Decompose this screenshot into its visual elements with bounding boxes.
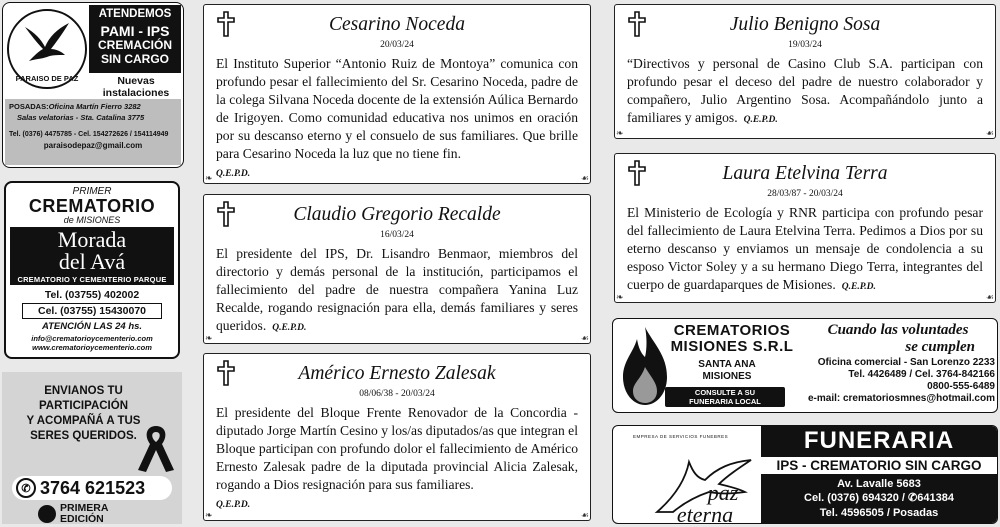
- obituary-date: 08/06/38 - 20/03/24: [359, 389, 435, 399]
- cma-tel: Tel. (03755) 402002: [44, 288, 140, 301]
- obituary-date: 28/03/87 - 20/03/24: [767, 189, 843, 199]
- cms-slogan-line1: Cuando las voluntades: [827, 322, 969, 338]
- fpe-logo-word: [657, 482, 753, 524]
- obituary-name: Américo Ernesto Zalesak: [298, 363, 496, 384]
- paraiso-tel: Tel. (0376) 4475785 - Cel. 154272626 / 154114949: [9, 130, 169, 138]
- cma-web: www.crematorioycementerio.com: [32, 343, 152, 353]
- pe-phone: [12, 476, 172, 500]
- cms-title-line1: CREMATORIOS: [673, 322, 791, 339]
- cms-office: [783, 357, 995, 405]
- pe-msg-line3: Y ACOMPAÑÁ A TUS: [26, 414, 141, 427]
- ornament-icon: ☙: [580, 333, 589, 343]
- cross-icon: [216, 11, 236, 37]
- paraiso-contact-box: [5, 99, 181, 165]
- fpe-tel: Tel. 4596505 / Posadas: [819, 506, 939, 519]
- obituary-card: [203, 353, 591, 521]
- paraiso-line1: PAMI - IPS: [100, 23, 170, 40]
- pe-msg-line4: SERES QUERIDOS.: [30, 429, 137, 442]
- ad-crematorios-misiones: [612, 318, 998, 413]
- cross-icon: [216, 360, 236, 386]
- ornament-icon: ☙: [580, 173, 589, 183]
- cma-name-line1: Morada: [57, 227, 127, 252]
- obituary-text: [615, 50, 995, 127]
- cms-slogan-line2: se cumplen: [905, 338, 975, 355]
- ornament-icon: ☙: [580, 510, 589, 520]
- obituary-body: El presidente del Bloque Frente Renovador de la Concordia - diputado Jorge Martín Cesino y los/as diputados/as que integran el Bloque participan con profundo dolor el fallecimiento de Américo Ernesto Zalesak padre de la diputada provincial Alicia Zalesak, rogando a Dios resignación para sus familiares.: [216, 405, 578, 493]
- paraiso-posadas-value: Oficina Martín Fierro 3282: [48, 102, 141, 111]
- obituary-body: El Ministerio de Ecología y RNR participa con profundo pesar del fallecimiento de Laura Etelvina Terra. Pedimos a Dios por su eterno descanso y enviamos un mensaje de condolencia a su esposo Victor Soley y a su hermano Diego Terra, integrantes del cuerpo de guardaparques de Misiones.: [627, 205, 983, 293]
- paraiso-nuevas: Nuevas instalaciones: [102, 75, 170, 99]
- paraiso-salas: Salas velatorias - Sta. Catalina 3775: [17, 112, 145, 122]
- pe-phone-number: 3764 621523: [40, 477, 146, 498]
- obituary-text: [204, 50, 590, 182]
- fpe-cel: Cel. (0376) 694320 /: [804, 492, 905, 505]
- cma-parque: CREMATORIO Y CEMENTERIO PARQUE: [17, 274, 167, 284]
- cms-email: e-mail: crematoriosmnes@hotmail.com: [807, 393, 995, 404]
- obituary-name: Cesarino Noceda: [329, 14, 465, 35]
- whatsapp-icon: ✆: [16, 478, 36, 498]
- fpe-logo-word2: eterna: [676, 502, 734, 524]
- obituary-date: 20/03/24: [380, 40, 414, 50]
- obituary-date: 16/03/24: [380, 230, 414, 240]
- cma-primer: PRIMER: [72, 186, 112, 197]
- cma-crematorio: CREMATORIO: [28, 196, 156, 216]
- pe-msg-line2: PARTICIPACIÓN: [38, 399, 129, 412]
- paraiso-services-box: [89, 5, 181, 73]
- cma-hours: ATENCIÓN LAS 24 hs.: [41, 320, 143, 332]
- cms-office-address: Oficina comercial - San Lorenzo 2233: [817, 357, 995, 368]
- cms-tel: Tel. 4426489 / Cel. 3764-842166: [848, 369, 995, 380]
- paraiso-logo: [7, 9, 87, 95]
- fpe-arc-text: EMPRESA DE SERVICIOS FUNEBRES: [633, 434, 729, 439]
- cross-icon: [627, 160, 647, 186]
- obituary-qepd: Q.E.P.D.: [216, 169, 251, 180]
- pe-message: [16, 384, 151, 444]
- ornament-icon: ☙: [985, 128, 994, 138]
- globe-icon: [38, 505, 56, 523]
- ornament-icon: ❧: [205, 333, 213, 343]
- pe-brand: [38, 503, 158, 524]
- ornament-icon: ❧: [616, 128, 624, 138]
- ornament-icon: ❧: [205, 173, 213, 183]
- cms-title-line2: MISIONES S.R.L: [670, 337, 794, 355]
- paraiso-line3: SIN CARGO: [100, 52, 169, 67]
- pe-brand-line2: EDICIÓN: [60, 512, 104, 524]
- cms-loc-line2: MISIONES: [702, 371, 752, 382]
- obituary-body: El presidente del IPS, Dr. Lisandro Benmaor, miembros del directorio y demás personal de la institución, participamos el fallecimiento del padre de nuestra compañera Yanina Luz Recalde, rogando resignación para ella, demás familiares y seres queridos.: [216, 246, 578, 334]
- obituary-text: [204, 240, 590, 335]
- cma-cel: Cel. (03755) 15430070: [22, 303, 162, 319]
- fpe-logo-word1: paz: [707, 480, 739, 505]
- paraiso-logo-text: PARAISO DE PAZ: [15, 74, 79, 83]
- ad-funeraria-paz-eterna: [612, 425, 998, 524]
- paraiso-email: paraisodepaz@gmail.com: [43, 140, 143, 150]
- obituary-card: [614, 153, 996, 303]
- obituary-name: Laura Etelvina Terra: [722, 163, 888, 184]
- pe-msg-line1: ENVIANOS TU: [44, 385, 123, 397]
- cms-slogan: [803, 322, 993, 355]
- cms-consulte-line1: CONSULTE A SU: [694, 388, 756, 397]
- cms-consulte: [665, 387, 785, 407]
- obituary-date: 19/03/24: [788, 40, 822, 50]
- obituary-name: Julio Benigno Sosa: [729, 14, 881, 35]
- obituary-text: [615, 199, 995, 294]
- obituary-qepd: Q.E.P.D.: [272, 323, 307, 334]
- obituary-qepd: Q.E.P.D.: [216, 500, 251, 511]
- ornament-icon: ❧: [616, 292, 624, 302]
- cms-consulte-line2: FUNERARIA LOCAL: [689, 396, 761, 406]
- cms-location: [673, 359, 781, 383]
- cms-free-line: 0800-555-6489: [927, 381, 995, 392]
- ad-crematorio-morada-del-ava: [4, 181, 180, 359]
- paraiso-line2: CREMACIÓN: [98, 38, 172, 53]
- obituary-name: Claudio Gregorio Recalde: [293, 204, 501, 225]
- cma-de-misiones: de MISIONES: [63, 215, 121, 225]
- cma-name-box: [10, 227, 174, 285]
- obituary-body: “Directivos y personal de Casino Club S.A. participan con profundo pesar el deceso del padre de nuestro colaborador y compañero, Julio Argentino Sosa. Acompañándolo junto a familiares y amigos.: [627, 56, 983, 126]
- cms-loc-line1: SANTA ANA: [698, 359, 756, 370]
- obituary-qepd: Q.E.P.D.: [743, 115, 778, 126]
- paraiso-header: ATENDEMOS: [98, 8, 172, 20]
- dove-icon: [21, 19, 73, 63]
- cross-icon: [627, 11, 647, 37]
- obituary-text: [204, 399, 590, 512]
- ad-paraiso-de-paz: [2, 2, 184, 168]
- obituary-card: [614, 4, 996, 139]
- fpe-cel2: 641384: [917, 492, 954, 505]
- pe-brand-line1: PRIMERA: [60, 502, 109, 514]
- cms-title: [657, 323, 807, 355]
- paraiso-posadas-label: POSADAS:: [9, 102, 49, 111]
- obituary-card: [203, 4, 591, 184]
- obituary-body: El Instituto Superior “Antonio Ruiz de Montoya” comunica con profundo pesar el fallecimiento del Sr. Cesarino Noceda, padre de la colega Silvana Noceda docente de la extensión Aúlica Bernardo de Irigoyen. Como comunidad educativa nos unimos en oración por su descanso eterno y el consuelo de sus familiares. Que brille para Cesarino Noceda la luz que no tiene fin.: [216, 56, 578, 162]
- ornament-icon: ❧: [205, 510, 213, 520]
- ad-primera-edicion: [2, 372, 182, 524]
- obituary-card: [203, 194, 591, 344]
- cross-icon: [216, 201, 236, 227]
- fpe-ips: IPS - CREMATORIO SIN CARGO: [761, 457, 997, 474]
- obituary-qepd: Q.E.P.D.: [841, 282, 876, 293]
- mourning-ribbon-icon: [132, 422, 180, 474]
- fpe-info-box: [761, 426, 997, 523]
- ornament-icon: ☙: [985, 292, 994, 302]
- fpe-funeraria: FUNERARIA: [803, 427, 955, 454]
- cma-email: info@crematorioycementerio.com: [31, 333, 153, 343]
- cma-name-line2: del Avá: [58, 249, 126, 275]
- fpe-address: Av. Lavalle 5683: [837, 478, 921, 490]
- whatsapp-icon: ✆: [908, 492, 918, 505]
